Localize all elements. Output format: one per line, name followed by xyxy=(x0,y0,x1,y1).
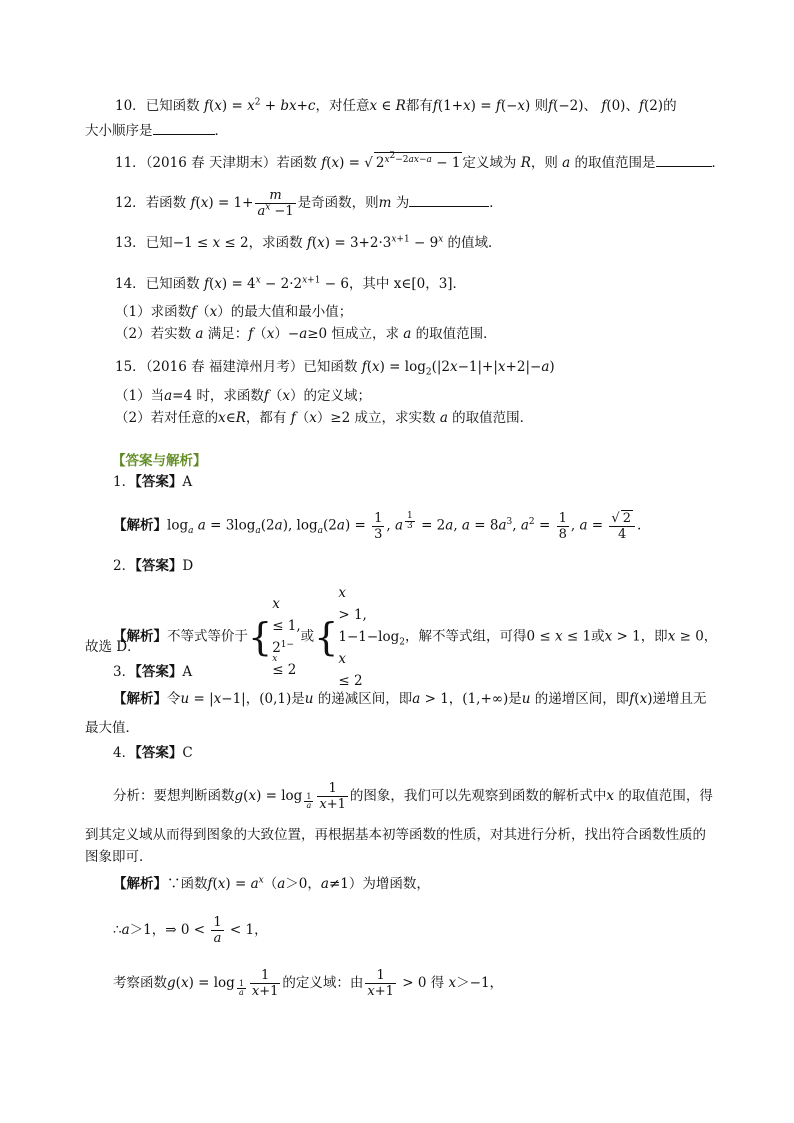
analysis-4-line2: 到其定义域从而得到图象的大致位置，再根据基本初等函数的性质，对其进行分析，找出符合函数性质的 xyxy=(85,827,706,843)
answer-1: 1．【答案】A xyxy=(113,474,193,490)
answer-3: 3．【答案】A xyxy=(113,664,193,680)
explanation-2-end: 故选 D． xyxy=(85,639,141,655)
explanation-4-line1: 【解析】∵函数$f(x) = a^x(a>0$，a≠1）为增函数， xyxy=(113,875,430,892)
question-11: 11．（2016 春 天津期末）若函数 f(x) = √ $2^{x^2-2ax-a} - 1$ 定义域为 R，则 a 的取值范围是 ． xyxy=(115,150,726,171)
explanation-3-end: 最大值． xyxy=(85,720,139,736)
explanation-4-line2: ∴a＞1，⇒ 0 < $\frac{1}{a}$ < 1， xyxy=(113,915,268,946)
question-15-part1: （1）当a=4 时，求函数f（x）的定义域； xyxy=(115,388,371,404)
answer-blank xyxy=(153,120,215,135)
question-12: 12．若函数 f(x) = 1+ $\frac{m}{a^x -1}$ 是奇函数，则m 为 ． xyxy=(115,188,503,219)
answer-4: 4．【答案】C xyxy=(113,745,193,761)
analysis-4-line3: 图象即可． xyxy=(85,849,153,865)
analysis-4: 分析：要想判断函数g(x) = log $_{\frac{1}{a}}$ $\frac{1}{x+1}$ 的图象，我们可以先观察到函数的解析式中x 的取值范围，得 xyxy=(113,781,713,812)
question-14-part1: （1）求函数f（x）的最大值和最小值； xyxy=(115,304,353,320)
question-14-part2: （2）若实数 a 满足：f（x）−a≥0 恒成立，求 a 的取值范围． xyxy=(115,326,497,342)
question-10-line1: 10．已知函数 $f(x) = x^2 + bx+c$，对任意x ∈ R都有f(1+x) = f(−x) 则f(−2)、 f(0)、f(2)的 xyxy=(115,97,677,114)
answer-2: 2．【答案】D xyxy=(113,558,194,574)
answers-heading: 【答案与解析】 xyxy=(112,453,207,469)
question-14: 14．已知函数 $f(x) = 4^x - 2\cdot 2^{x+1} - 6$，其中 x∈[0，3]． xyxy=(115,275,467,292)
answer-blank xyxy=(409,192,489,207)
answer-blank xyxy=(656,152,712,167)
question-15: 15．（2016 春 福建漳州月考）已知函数 $f(x) = \log_2(|2x-1|+|x+2|-a)$ xyxy=(115,359,555,378)
question-10-line2: 大小顺序是 ． xyxy=(85,120,228,141)
explanation-2: 【解析】不等式等价于{ x ≤ 1, $2^{1- x}$ ≤ 2 或{ x > 1, $1-1-\log_2$ x ≤ 2 ，解不等式组，可得0 ≤ x ≤ 1或x > 1，即x ≥ 0， xyxy=(113,585,718,689)
explanation-4-line3: 考察函数g(x) = log $_{\frac{1}{a}}$ $\frac{1}{x+1}$ 的定义域：由 $\frac{1}{x+1}$ > 0 得 x＞−1， xyxy=(113,968,504,999)
explanation-3: 【解析】令u = |x−1|，(0,1)是u 的递减区间，即a > 1，(1,+∞)是u 的递增区间，即f(x)递增且无 xyxy=(113,691,707,707)
explanation-1: 【解析】$\log_a a = 3\log_a(2a)$, $\log_a(2a)$ = $\frac{1}{3}$ , a $^{\frac{1}{3}}$ = 2a, $a = 8a^3$, $a^2$ = $\frac{1}{8}$ , a = $\frac{√ 2}{4}$ . xyxy=(113,510,642,542)
question-15-part2: （2）若对任意的x∈R，都有 f（x）≥2 成立，求实数 a 的取值范围． xyxy=(115,410,534,426)
question-13: 13．已知−1 ≤ x ≤ 2，求函数 $f(x) = 3+2\cdot 3^{x+1} - 9^x$ 的值域． xyxy=(115,234,502,251)
